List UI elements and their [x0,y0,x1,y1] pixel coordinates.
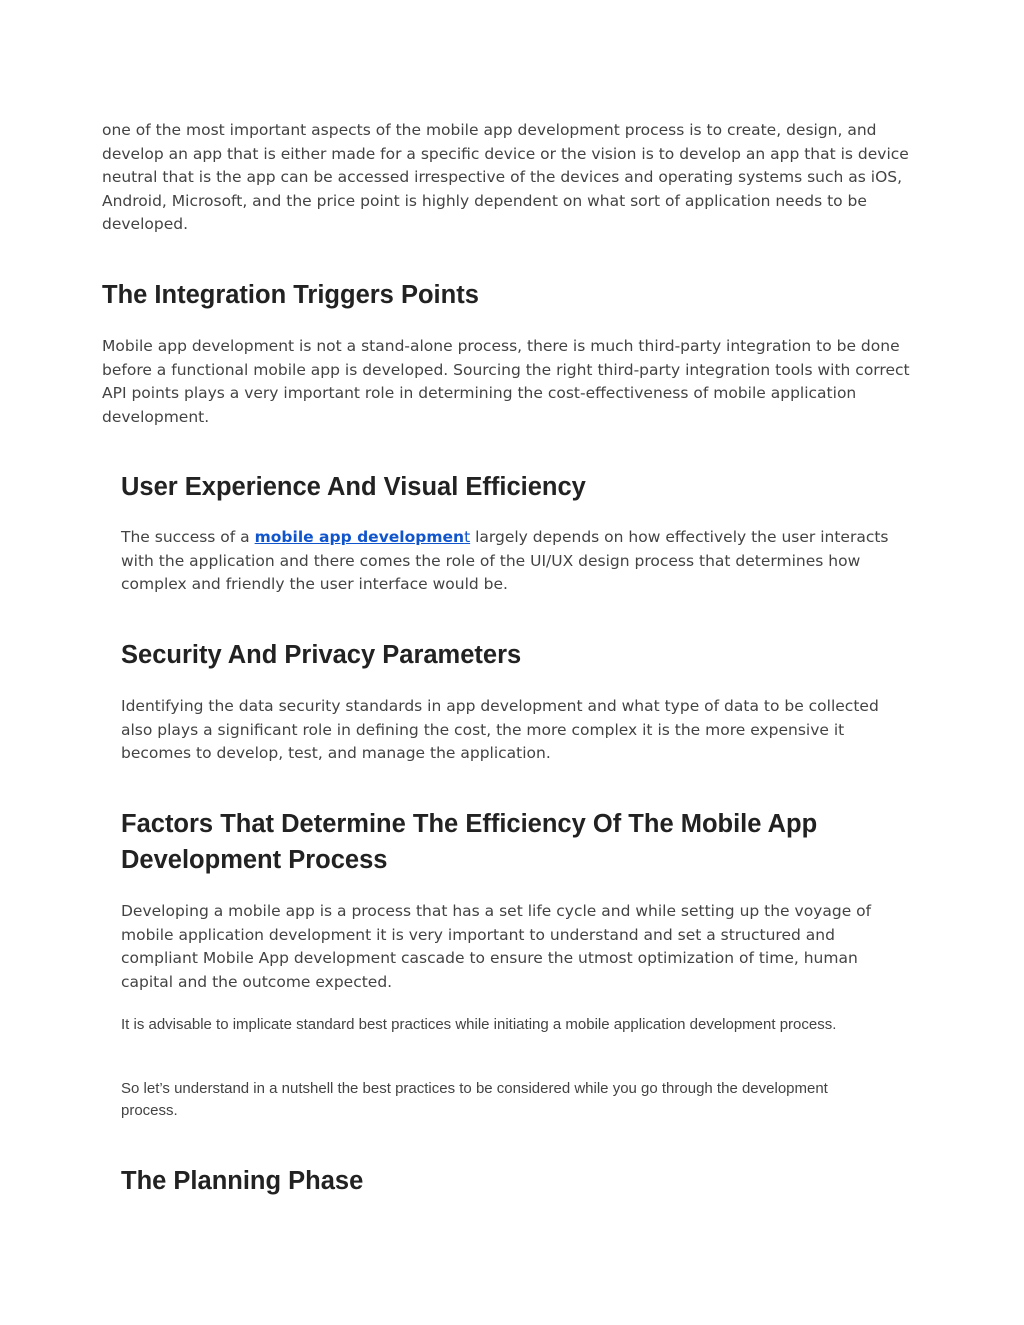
intro-paragraph: one of the most important aspects of the mobile app development process is to create, design, and develop an app that is either made for a specific device or the vision is to develop an app that is device neutral that is the app can be accessed irrespective of the devices and operating systems such as iOS, Android, Microsoft, and the price point is highly dependent on what sort of application needs to be developed. [102,121,909,233]
security-paragraph: Identifying the data security standards in app development and what type of data to be collected also plays a significant role in defining the cost, the more complex it is the more expensive it becomes to develop, test, and manage the application. [121,697,879,762]
security-heading: Security And Privacy Parameters [121,641,522,669]
ux-text-after-link: largely depends on how effectively the user interacts with the application and there comes the role of the UI/UX design process that determines how complex and friendly the user interface would be. [121,528,889,593]
ux-heading: User Experience And Visual Efficiency [121,473,586,501]
link-tail[interactable]: t [464,528,471,546]
best-practices-note: It is advisable to implicate standard best practices while initiating a mobile application development process. [121,1016,837,1033]
integration-paragraph: Mobile app development is not a stand-alone process, there is much third-party integration to be done before a functional mobile app is developed. Sourcing the right third-party integration tools with correct API points plays a very important role in determining the cost-effectiveness of mobile application development. [102,337,910,426]
factors-heading: Factors That Determine The Efficiency Of The Mobile App Development Process [121,810,818,874]
factors-paragraph: Developing a mobile app is a process that has a set life cycle and while setting up the voyage of mobile application development it is very important to understand and set a structured and compliant Mobile App development cascade to ensure the utmost optimization of time, human capital and the outcome expected. [121,902,872,991]
mobile-app-development-link[interactable]: mobile app developmen [254,528,465,546]
ux-paragraph [121,526,891,597]
planning-heading: The Planning Phase [121,1167,364,1195]
ux-text-before-link: The success of a [121,528,255,546]
nutshell-note: So let’s understand in a nutshell the best practices to be considered while you go through the development process. [121,1080,828,1119]
integration-heading: The Integration Triggers Points [102,281,479,309]
